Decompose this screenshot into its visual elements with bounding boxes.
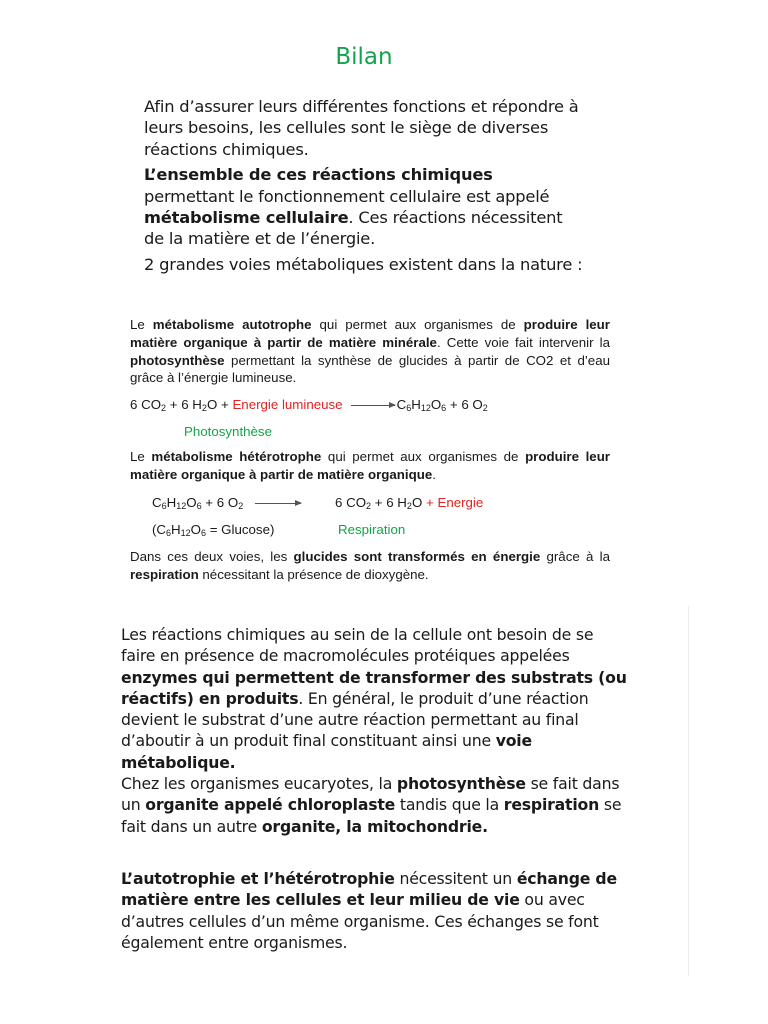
energy-term: Energie lumineuse: [232, 397, 343, 412]
respiration-label: Respiration: [338, 522, 406, 537]
photosynthesis-equation: 6 $CO_2 + 6$ $H_2O$ + Energie lumineuse $C_6H_{12}O_6 + 6$ $O_2$: [130, 397, 488, 413]
heterotrophe-paragraph: Le métabolisme hétérotrophe qui permet aux organismes de produire leur matière organique à partir de matière organique.: [130, 449, 610, 482]
enzymes-block: [121, 624, 631, 837]
intro-paragraph-2: L’ensemble de ces réactions chimiques permettant le fonctionnement cellulaire est appelé métabolisme cellulaire. Ces réactions nécessitent de la matière et de l’énergie.: [144, 165, 563, 249]
page-title: Bilan: [335, 44, 393, 70]
respiration-equation-left: $C_6H_{12}O_6 + 6$ $O_2$: [152, 495, 305, 511]
intro-paragraph-3: 2 grandes voies métaboliques existent dans la nature :: [144, 254, 583, 274]
page-divider: [688, 606, 689, 976]
eucaryotes-paragraph: Chez les organismes eucaryotes, la photosynthèse se fait dans un organite appelé chloroplaste tandis que la respiration se fait dans un autre organite, la mitochondrie.: [121, 774, 622, 836]
echanges-paragraph: L’autotrophie et l’hétérotrophie nécessitent un échange de matière entre les cellules et leur milieu de vie ou avec d’autres cellules d’un même organisme. Ces échanges se font également entre organismes.: [121, 869, 617, 952]
energy-term: + Energie: [425, 495, 484, 510]
autotrophe-paragraph: Le métabolisme autotrophe qui permet aux organismes de produire leur matière organique à partir de matière minérale. Cette voie fait intervenir la photosynthèse permettant la synthèse de glucides à partir de CO2 et d’eau grâce à l’énergie lumineuse.: [130, 317, 610, 386]
intro-block: [144, 96, 584, 275]
reaction-arrow: [351, 405, 395, 406]
respiration-equation-right: 6 $CO_2 + 6$ $H_2O$ + Energie: [335, 495, 484, 511]
conclusion-paragraph: Dans ces deux voies, les glucides sont transformés en énergie grâce à la respiration nécessitant la présence de dioxygène.: [130, 549, 610, 582]
enzymes-paragraph: Les réactions chimiques au sein de la cellule ont besoin de se faire en présence de macromolécules protéiques appelées enzymes qui permettent de transformer des substrats (ou réactifs) en produits. En général, le produit d’une réaction devient le substrat d’une autre réaction permettant au final d’aboutir à un produit final constituant ainsi une voie métabolique.: [121, 625, 627, 772]
intro-paragraph-1: Afin d’assurer leurs différentes fonctions et répondre à leurs besoins, les cellules sont le siège de diverses réactions chimiques.: [144, 97, 579, 159]
glucose-note: $(C_6H_{12}O_6 = Glucose)$: [152, 522, 275, 538]
photosynthesis-label: Photosynthèse: [184, 424, 272, 439]
echanges-block: [121, 868, 631, 953]
reaction-arrow: [255, 503, 301, 504]
